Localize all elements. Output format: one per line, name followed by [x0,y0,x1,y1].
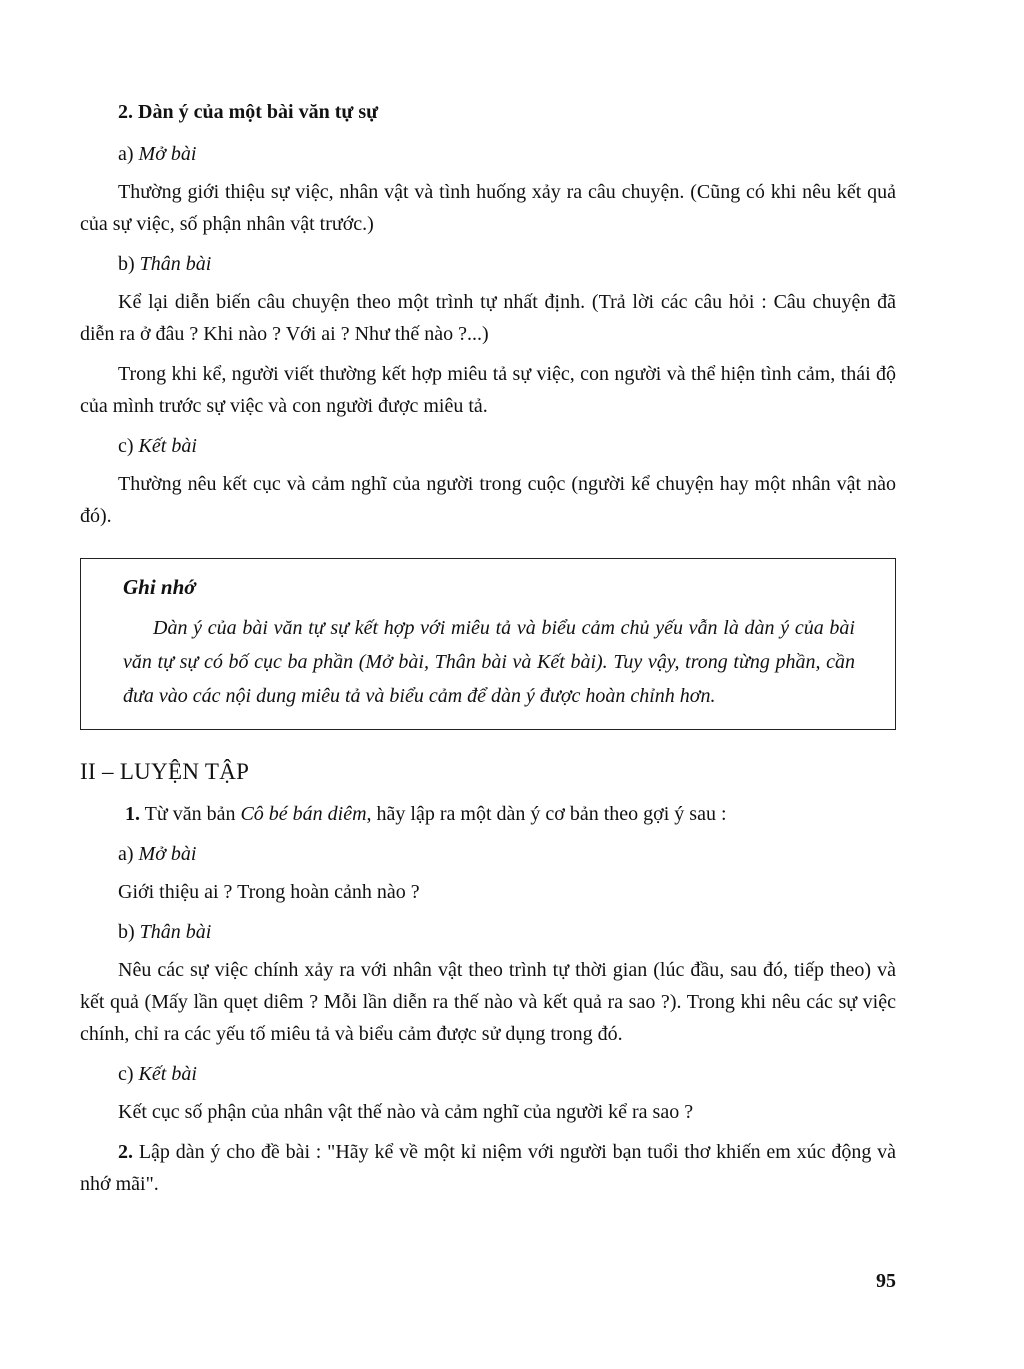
subheading-title: Thân bài [139,921,212,943]
exercise-2 [80,1136,896,1200]
subheading-ket-bai [80,430,896,462]
exercise-1 [80,798,896,830]
exercise-text: Lập dàn ý cho đề bài : "Hãy kể về một kỉ niệm với người bạn tuổi thơ khiến em xúc động và nhớ mãi". [80,1141,897,1195]
subheading-label: b) [118,921,135,943]
paragraph: Nêu các sự việc chính xảy ra với nhân vật theo trình tự thời gian (lúc đầu, sau đó, tiếp theo) và kết quả (Mấy lần quẹt diêm ? Mỗi lần diễn ra thế nào và kết quả ra sao ?). Trong khi nêu các sự việc chính, chỉ ra các yếu tố miêu tả và biểu cảm được sử dụng trong đó. [80,959,896,1045]
paragraph: Giới thiệu ai ? Trong hoàn cảnh nào ? [118,881,420,903]
subheading-title: Kết bài [138,435,197,457]
subheading-label: b) [118,253,135,275]
subheading-title: Kết bài [138,1063,197,1085]
note-box [80,558,896,730]
subheading-title: Mở bài [138,143,197,165]
paragraph: Thường giới thiệu sự việc, nhân vật và tình huống xảy ra câu chuyện. (Cũng có khi nêu kết quả của sự việc, số phận nhân vật trước.) [80,181,896,235]
practice-heading: II – LUYỆN TẬP [80,759,250,784]
subheading-title: Thân bài [139,253,212,275]
subheading-label: a) [118,843,134,865]
paragraph: Thường nêu kết cục và cảm nghĩ của người trong cuộc (người kể chuyện hay một nhân vật nào đó). [80,473,896,527]
section-heading: 2. Dàn ý của một bài văn tự sự [118,101,379,123]
exercise-number: 1. [125,803,140,825]
exercise-text: Từ văn bản [144,803,236,825]
subheading-mo-bai [80,838,896,870]
exercise-number: 2. [118,1141,133,1163]
subheading-mo-bai [80,138,896,170]
page-content [80,96,896,1208]
subheading-label: a) [118,143,134,165]
work-title: Cô bé bán diêm [240,803,367,825]
paragraph: Kể lại diễn biến câu chuyện theo một trình tự nhất định. (Trả lời các câu hỏi : Câu chuyện đã diễn ra ở đâu ? Khi nào ? Với ai ? Như thế nào ?...) [80,291,896,345]
subheading-title: Mở bài [138,843,197,865]
page-number: 95 [876,1270,896,1292]
subheading-label: c) [118,1063,134,1085]
exercise-text: , hãy lập ra một dàn ý cơ bản theo gợi ý sau : [366,803,727,825]
note-title: Ghi nhớ [123,575,196,599]
subheading-ket-bai [80,1058,896,1090]
paragraph: Trong khi kể, người viết thường kết hợp miêu tả sự việc, con người và thể hiện tình cảm, thái độ của mình trước sự việc và con người được miêu tả. [80,363,896,417]
paragraph: Kết cục số phận của nhân vật thế nào và cảm nghĩ của người kể ra sao ? [118,1101,694,1123]
subheading-than-bai [80,916,896,948]
note-body: Dàn ý của bài văn tự sự kết hợp với miêu tả và biểu cảm chủ yếu vẫn là dàn ý của bài văn tự sự có bố cục ba phần (Mở bài, Thân bài và Kết bài). Tuy vậy, trong từng phần, cần đưa vào các nội dung miêu tả và biểu cảm để dàn ý được hoàn chỉnh hơn. [123,617,855,707]
subheading-than-bai [80,248,896,280]
subheading-label: c) [118,435,134,457]
